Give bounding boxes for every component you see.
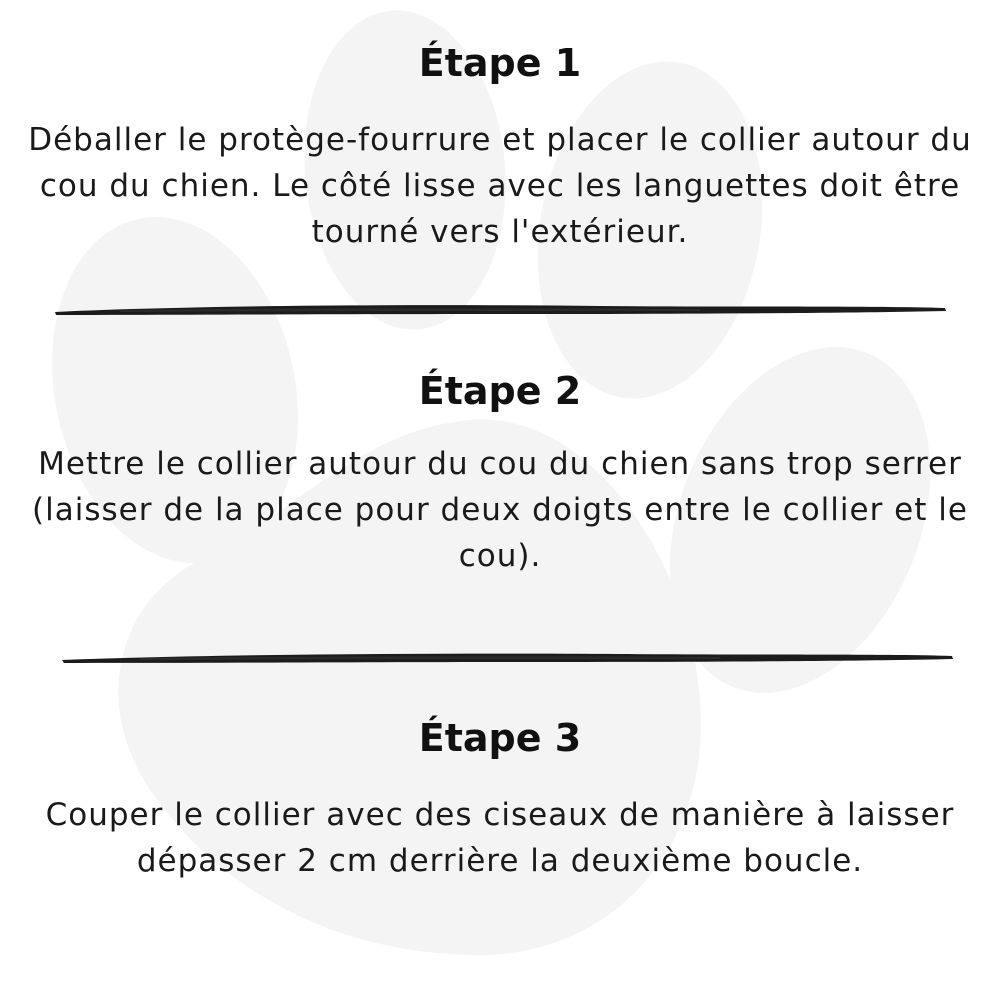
step-2-text: Mettre le collier autour du cou du chien sans trop serrer (laisser de la place pour deux doigts entre le collier et le cou).: [32, 446, 968, 574]
step-1-text: Déballer le protège-fourrure et placer le collier autour du cou du chien. Le côté lisse avec les languettes doit être tourné vers l'extérieur.: [28, 122, 972, 250]
step-3-text: Couper le collier avec des ciseaux de manière à laisser dépasser 2 cm derrière la deuxième boucle.: [45, 797, 955, 879]
step-3-title: Étape 3: [418, 716, 582, 760]
brush-stroke-divider: [0, 298, 1000, 322]
step-2-title: Étape 2: [418, 369, 582, 413]
brush-stroke-divider: [0, 646, 1000, 670]
step-1-title: Étape 1: [418, 41, 582, 85]
